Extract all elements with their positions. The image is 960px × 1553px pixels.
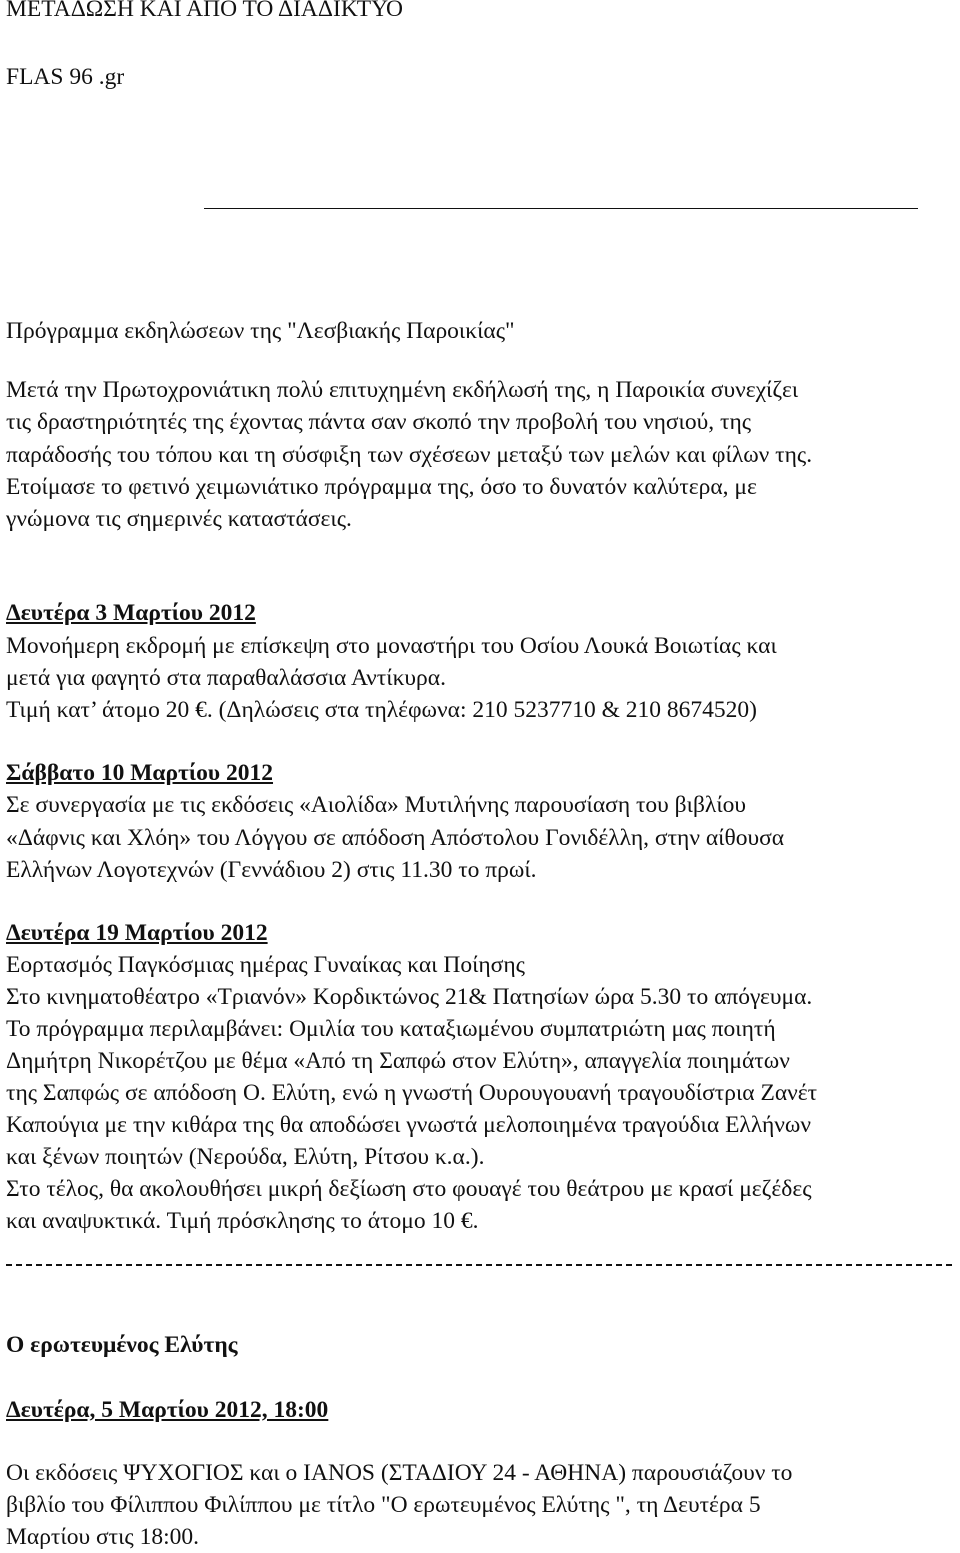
- separator-line: [204, 208, 918, 209]
- event-line: Καπούγια με την κιθάρα της θα αποδώσει γνωστά μελοποιημένα τραγούδια Ελλήνων: [6, 1112, 812, 1138]
- event-line: της Σαπφώς σε απόδοση Ο. Ελύτη, ενώ η γνωστή Ουρουγουανή τραγουδίστρια Ζανέτ: [6, 1080, 818, 1106]
- intro-line: Ετοίμασε το φετινό χειμωνιάτικο πρόγραμμα της, όσο το δυνατόν καλύτερα, με: [6, 474, 757, 500]
- event-line: Ελλήνων Λογοτεχνών (Γεννάδιου 2) στις 11.30 το πρωί.: [6, 857, 537, 883]
- event-line: Στο τέλος, θα ακολουθήσει μικρή δεξίωση στο φουαγέ του θεάτρου με κρασί μεζέδες: [6, 1176, 812, 1202]
- intro-line: τις δραστηριότητές της έχοντας πάντα σαν σκοπό την προβολή του νησιού, της: [6, 409, 752, 435]
- intro-line: παράδοσής του τόπου και τη σύσφιξη των σχέσεων μεταξύ των μελών και φίλων της.: [6, 442, 813, 468]
- event-date: Σάββατο 10 Μαρτίου 2012: [6, 760, 274, 786]
- intro-line: γνώμονα τις σημερινές καταστάσεις.: [6, 506, 352, 532]
- event-line: Δημήτρη Νικορέτζου με θέμα «Από τη Σαπφώ στον Ελύτη», απαγγελία ποιημάτων: [6, 1048, 790, 1074]
- article-line: Μαρτίου στις 18:00.: [6, 1524, 199, 1550]
- event-line: Στο κινηματοθέατρο «Τριανόν» Κορδικτώνος 21& Πατησίων ώρα 5.30 το απόγευμα.: [6, 984, 813, 1010]
- event-line: Το πρόγραμμα περιλαμβάνει: Ομιλία του καταξιωμένου συμπατριώτη μας ποιητή: [6, 1016, 776, 1042]
- event-line: Μονοήμερη εκδρομή με επίσκεψη στο μοναστήρι του Οσίου Λουκά Βοιωτίας και: [6, 633, 777, 659]
- event-line: Εορτασμός Παγκόσμιας ημέρας Γυναίκας και Ποίησης: [6, 952, 525, 978]
- event-line: μετά για φαγητό στα παραθαλάσσια Αντίκυρα.: [6, 665, 446, 691]
- article-line: Οι εκδόσεις ΨΥΧΟΓΙΟΣ και ο ΙΑΝΟS (ΣΤΑΔΙΟΥ 24 - ΑΘΗΝΑ) παρουσιάζουν το: [6, 1460, 793, 1486]
- source-label: FLAS 96 .gr: [6, 64, 125, 90]
- program-heading: Πρόγραμμα εκδηλώσεων της "Λεσβιακής Παροικίας": [6, 318, 515, 344]
- intro-line: Μετά την Πρωτοχρονιάτικη πολύ επιτυχημένη εκδήλωσή της, η Παροικία συνεχίζει: [6, 377, 799, 403]
- event-line: Τιμή κατ’ άτομο 20 €. (Δηλώσεις στα τηλέφωνα: 210 5237710 & 210 8674520): [6, 697, 757, 723]
- event-line: και αναψυκτικά. Τιμή πρόσκλησης το άτομο 10 €.: [6, 1208, 479, 1234]
- event-line: και ξένων ποιητών (Νερούδα, Ελύτη, Ρίτσου κ.α.).: [6, 1144, 485, 1170]
- event-date: Δευτέρα 19 Μαρτίου 2012: [6, 920, 268, 946]
- event-date: Δευτέρα 3 Μαρτίου 2012: [6, 600, 256, 626]
- broadcast-title: ΜΕΤΑΔΩΣΗ ΚΑΙ ΑΠΟ ΤΟ ΔΙΑΔΙΚΤΥΟ: [6, 0, 403, 22]
- event-line: «Δάφνις και Χλόη» του Λόγγου σε απόδοση Απόστολου Γονιδέλλη, στην αίθουσα: [6, 825, 785, 851]
- article-line: βιβλίο του Φίλιππου Φιλίππου με τίτλο "Ο ερωτευμένος Ελύτης ", τη Δευτέρα 5: [6, 1492, 761, 1518]
- article-date: Δευτέρα, 5 Μαρτίου 2012, 18:00: [6, 1397, 329, 1423]
- dashed-separator: [6, 1264, 952, 1266]
- event-line: Σε συνεργασία με τις εκδόσεις «Αιολίδα» Μυτιλήνης παρουσίαση του βιβλίου: [6, 792, 747, 818]
- article-title: Ο ερωτευμένος Ελύτης: [6, 1332, 238, 1358]
